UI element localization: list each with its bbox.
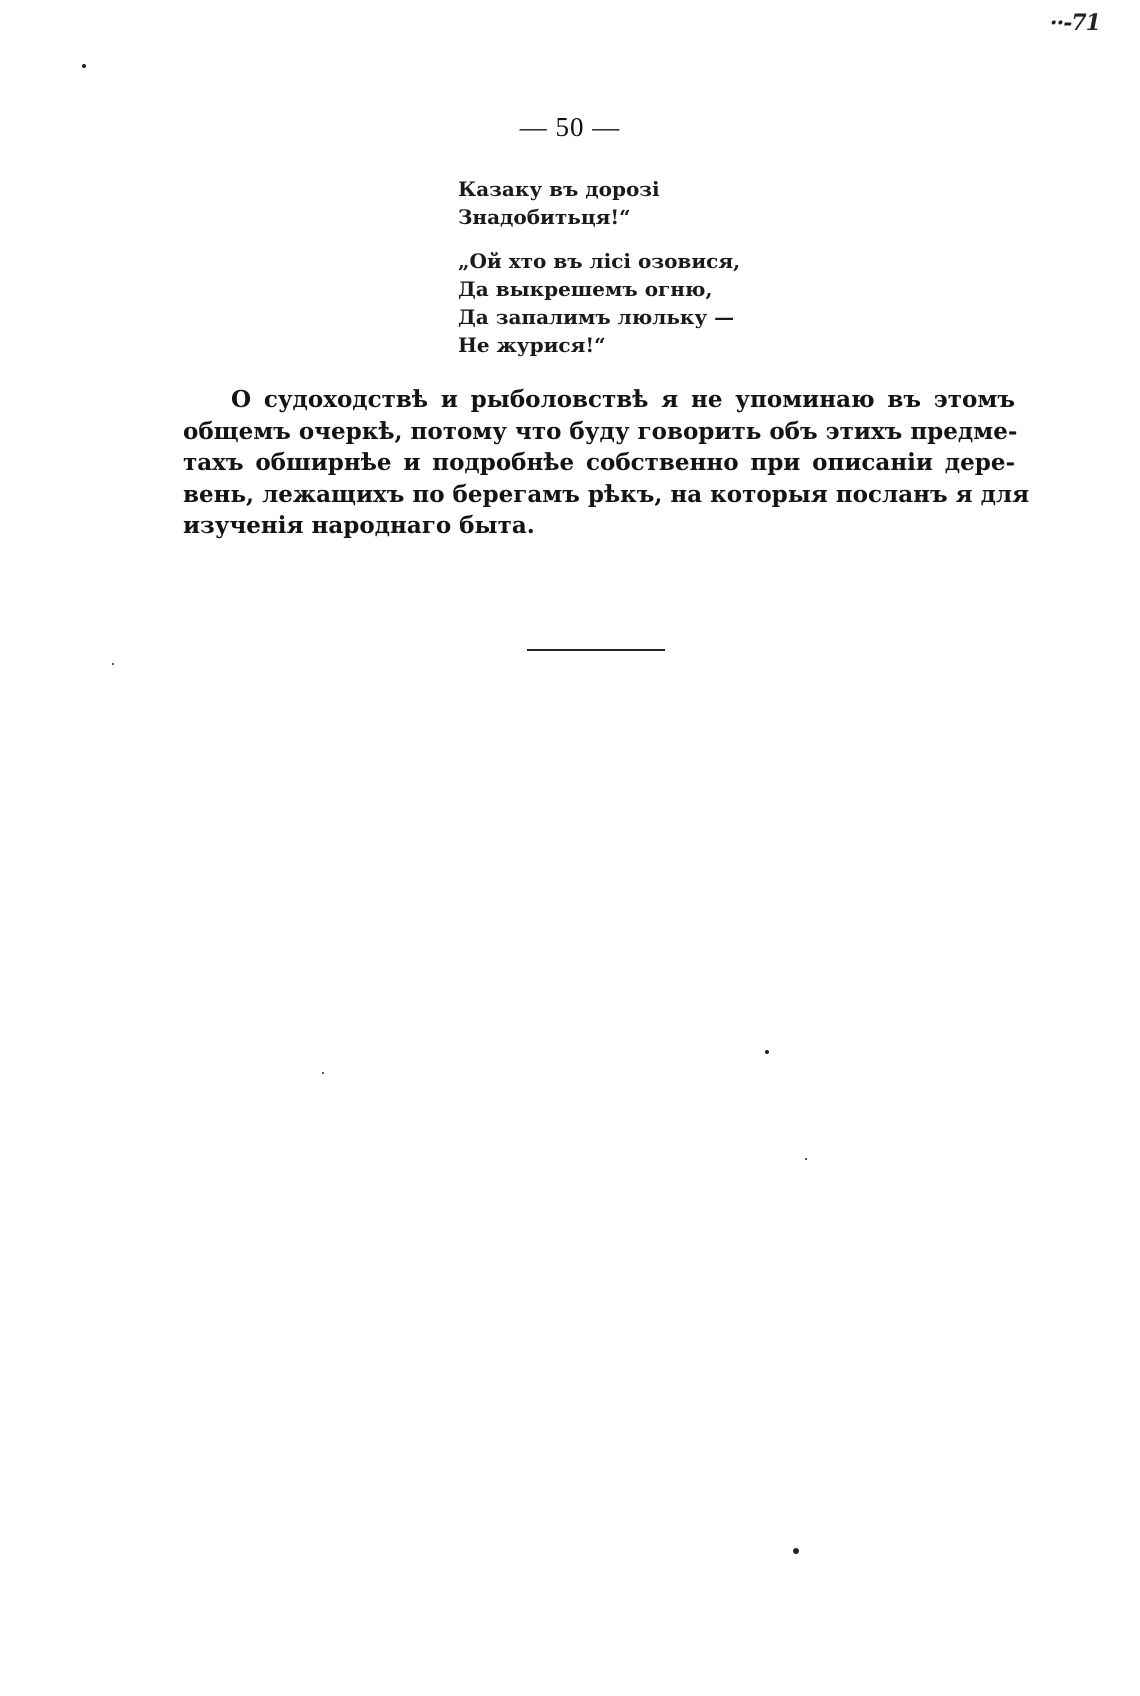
paragraph-line: изученія народнаго быта. [183, 512, 535, 539]
body-paragraph [183, 384, 1030, 542]
verse-line: Да выкрешемъ огню, [458, 277, 713, 301]
verse-line: Не журися!“ [458, 333, 606, 357]
verse-line: Знадобитьця!“ [458, 205, 631, 229]
paragraph-line: тахъ обширнѣе и подробнѣе собственно при описаніи дере- [183, 449, 1015, 476]
verse-line: Казаку въ дорозі [458, 177, 660, 201]
verse-line: Да запалимъ люльку — [458, 305, 735, 329]
corner-mark: ··-71 [1049, 10, 1100, 36]
scan-speck [765, 1050, 769, 1054]
verse-stanza-2 [458, 247, 740, 359]
paragraph-line: общемъ очеркѣ, потому что буду говорить объ этихъ предме- [183, 417, 1018, 445]
page-number: — 50 — [519, 112, 621, 142]
scan-speck [82, 64, 86, 68]
scan-speck [793, 1548, 799, 1554]
paragraph-line: О судоходствѣ и рыболовствѣ я не упоминаю въ этомъ [231, 386, 1015, 413]
verse-line: „Ой хто въ лісі озовися, [458, 249, 741, 273]
scan-speck [112, 663, 114, 665]
paragraph-line: вень, лежащихъ по берегамъ рѣкъ, на которыя посланъ я для [183, 480, 1030, 508]
scan-speck [805, 1158, 807, 1160]
verse-stanza-1 [458, 175, 660, 231]
scan-speck [322, 1072, 324, 1074]
section-separator-rule [527, 649, 665, 651]
